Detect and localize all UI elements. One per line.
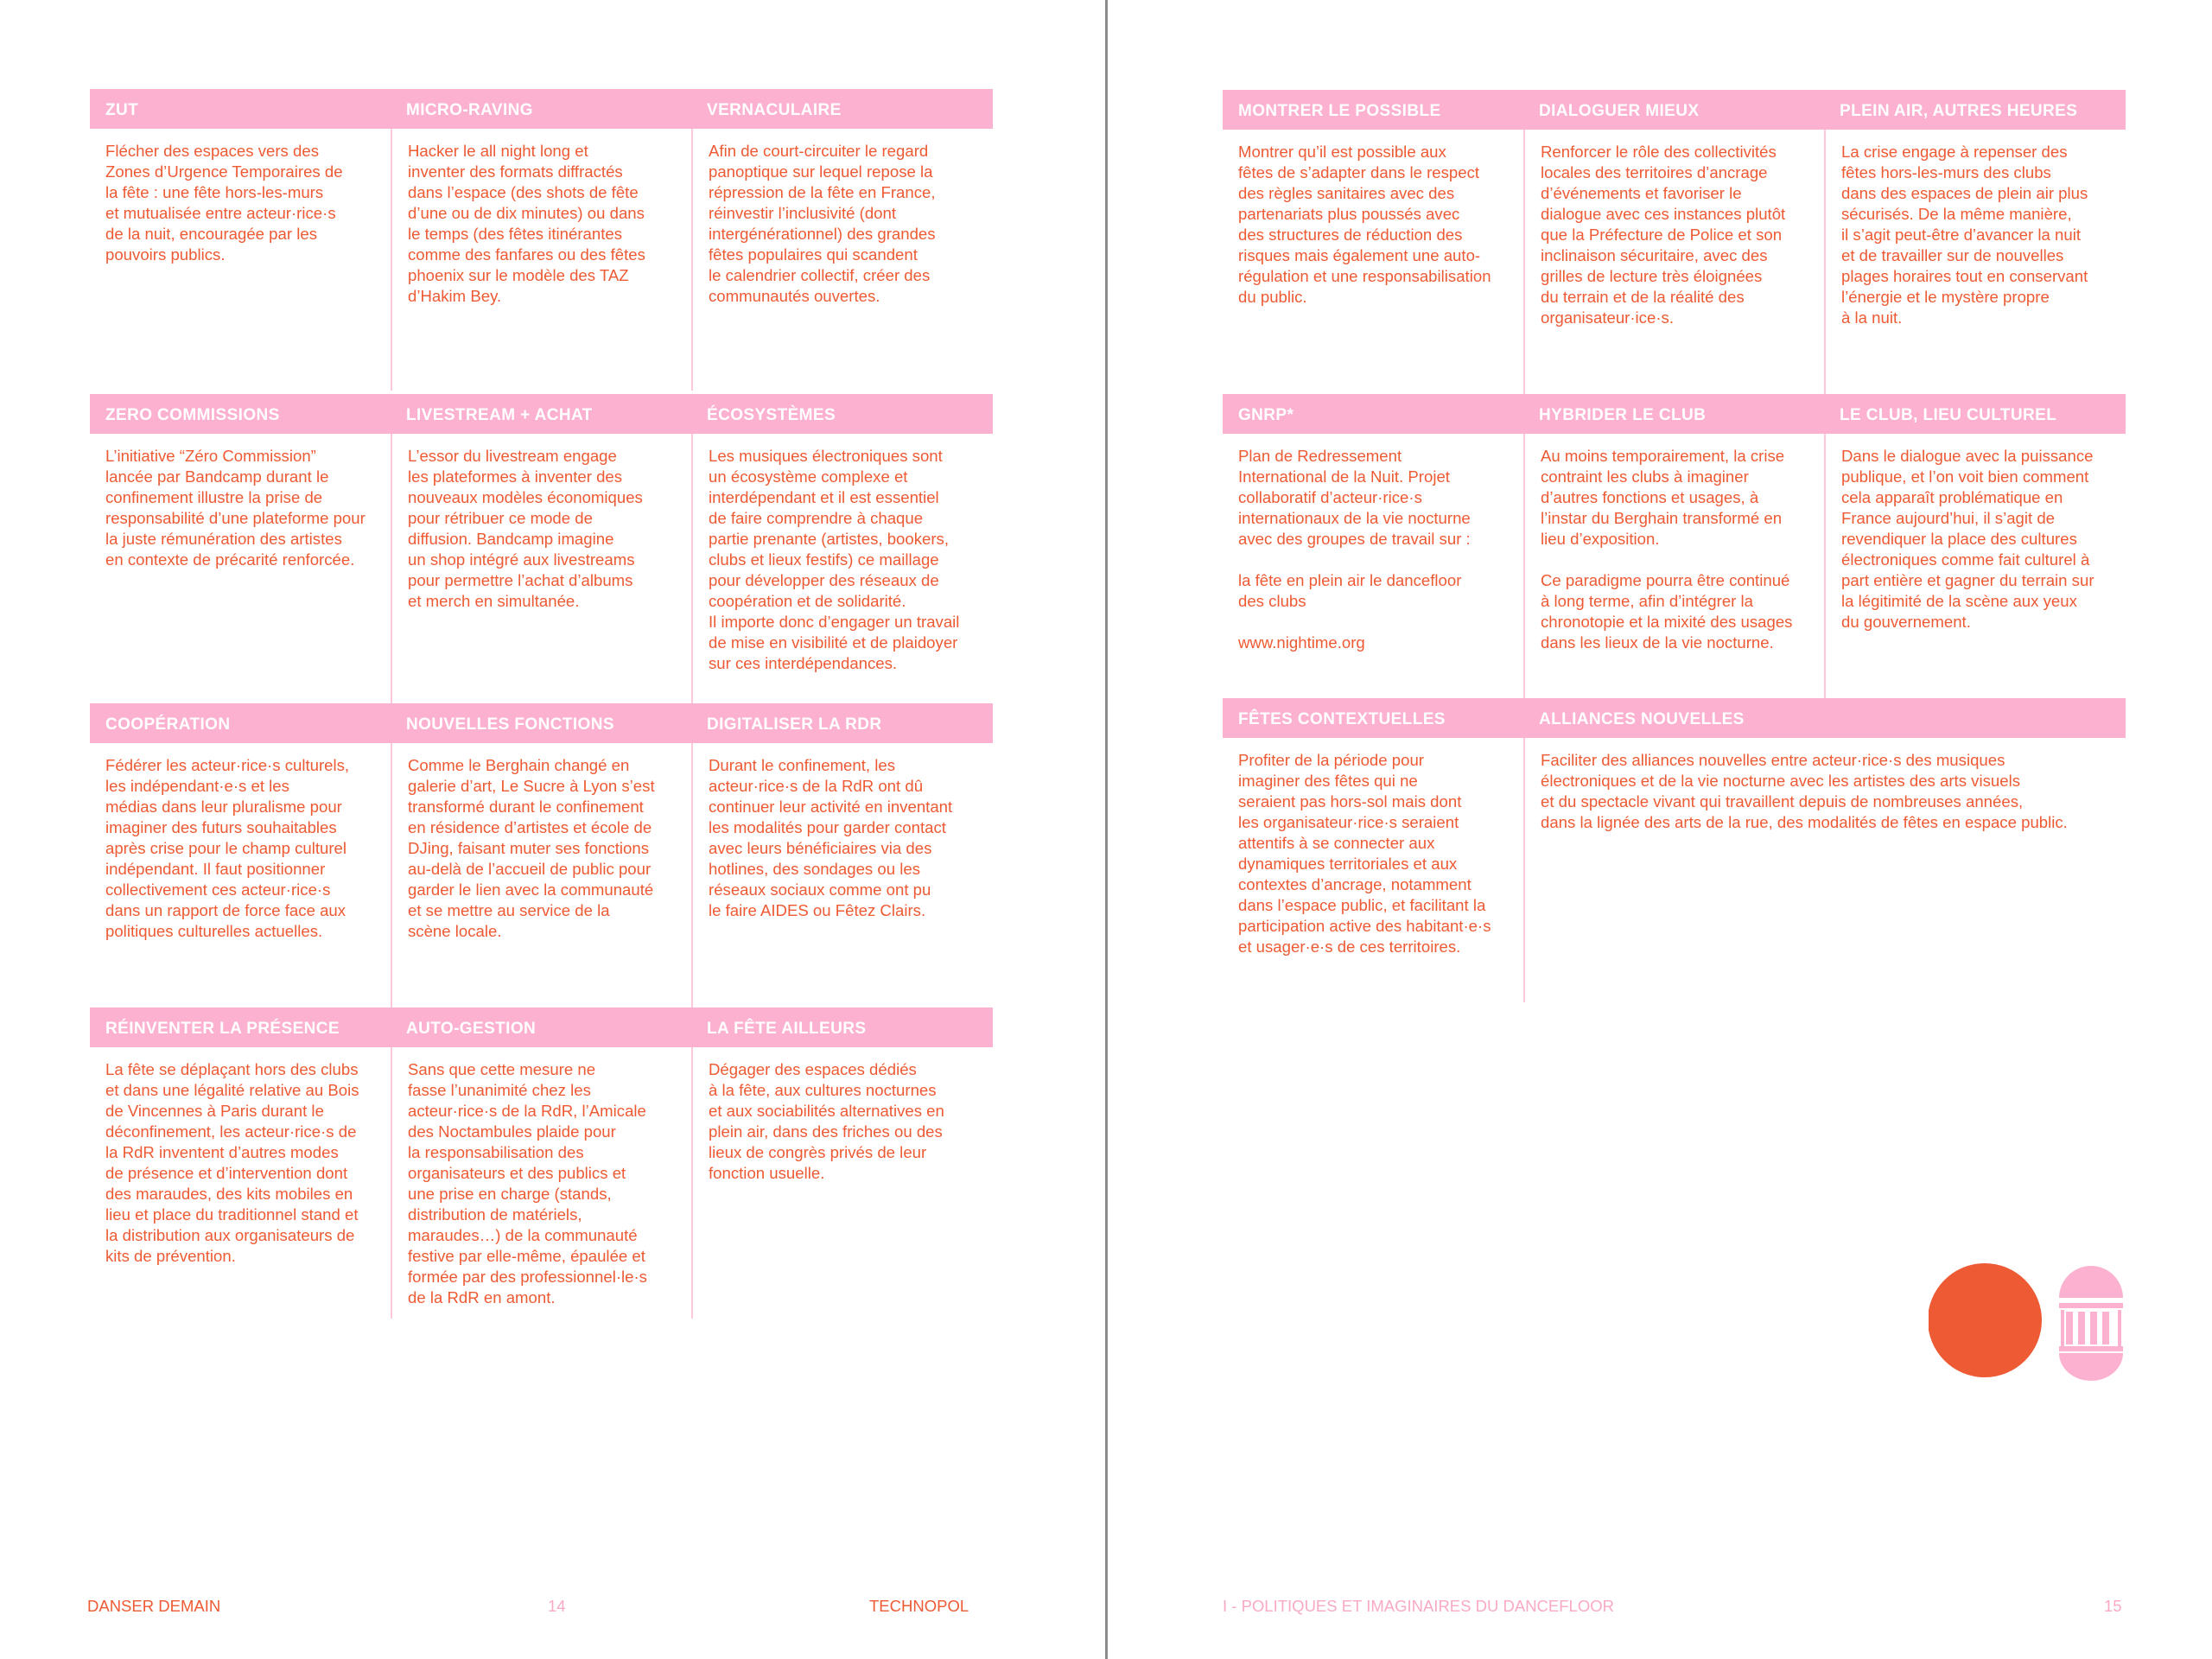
column-heading: MICRO-RAVING [406,101,533,119]
column-heading: ÉCOSYSTÈMES [707,406,836,424]
column-heading: HYBRIDER LE CLUB [1539,406,1707,424]
column-heading: MONTRER LE POSSIBLE [1238,102,1441,120]
column-heading: LIVESTREAM + ACHAT [406,406,593,424]
column-heading: LE CLUB, LIEU CULTUREL [1840,406,2057,424]
right-page [1108,0,2212,1659]
section-header-row [1223,698,2126,738]
column-text: Comme le Berghain changé en galerie d’art, Le Sucre à Lyon s’est transformé durant le confinement en résidence d’artistes et école de DJing, faisant muter ses fonctions au-delà de l’accueil de public pour garder le lien avec la communauté et se mettre au service de la scène locale. [391,743,691,1007]
column-heading: COOPÉRATION [105,715,231,734]
page-number: 14 [548,1597,566,1615]
section-gnrp [1223,394,2126,698]
column-heading: LA FÊTE AILLEURS [707,1020,867,1038]
column-heading: FÊTES CONTEXTUELLES [1238,710,1446,728]
column-text: L’initiative “Zéro Commission” lancée par Bandcamp durant le confinement illustre la prise de responsabilité d’une plateforme pour la juste rémunération des artistes en contexte de précarité renforcée. [105,447,365,569]
section-body-row [90,743,993,1007]
column-heading: VERNACULAIRE [707,101,842,119]
column-heading: NOUVELLES FONCTIONS [406,715,614,734]
section-zut [90,89,993,391]
column-text: Durant le confinement, les acteur·rice·s de la RdR ont dû continuer leur activité en inventant les modalités pour garder contact avec leurs bénéficiaires via des hotlines, des sondages ou les réseaux sociaux comme ont pu le faire AIDES ou Fêtez Clairs. [691,743,993,1007]
column-heading: RÉINVENTER LA PRÉSENCE [105,1020,340,1038]
section-body-row [90,129,993,391]
column-text: Plan de Redressement International de la Nuit. Projet collaboratif d’acteur·rice·s internationaux de la vie nocturne avec des groupes de travail sur : la fête en plein air le dancefloor des clubs www.nightime.org [1238,447,1471,652]
section-reinventer-la-presence [90,1007,993,1319]
section-montrer-le-possible [1223,90,2126,394]
section-zero-commissions [90,394,993,703]
pink-pillar-icon [2059,1266,2123,1381]
column-text: Afin de court-circuiter le regard panoptique sur lequel repose la répression de la fête en France, réinvestir l’inclusivité (dont intergénérationnel) des grandes fêtes populaires qui scandent le calendrier collectif, créer des communautés ouvertes. [691,129,993,391]
footer-right-title: TECHNOPOL [869,1597,969,1615]
footer-section-title: I - POLITIQUES ET IMAGINAIRES DU DANCEFLOOR [1223,1597,1614,1615]
section-header-row [90,1007,993,1047]
column-text: Fédérer les acteur·rice·s culturels, les indépendant·e·s et les médias dans leur pluralisme pour imaginer des futurs souhaitables après crise pour le champ culturel indépendant. Il faut positionner collectivement ces acteur·rice·s dans un rapport de force face aux politiques culturelles actuelles. [105,756,350,940]
column-heading: DIGITALISER LA RDR [707,715,882,734]
column-heading: AUTO-GESTION [406,1020,537,1038]
column-text: Renforcer le rôle des collectivités locales des territoires d’ancrage d’événements et favoriser le dialogue avec ces instances plutôt que la Préfecture de Police et son inclinaison sécuritaire, avec des grilles de lecture très éloignées du terrain et de la réalité des organisateur·ice·s. [1523,130,1824,394]
footer-left-title: DANSER DEMAIN [87,1597,221,1615]
column-heading: ALLIANCES NOUVELLES [1539,710,1745,728]
column-heading: PLEIN AIR, AUTRES HEURES [1840,102,2078,120]
section-header-row [90,394,993,434]
column-text: Les musiques électroniques sont un écosystème complexe et interdépendant et il est essentiel de faire comprendre à chaque partie prenante (artistes, bookers, clubs et lieux festifs) ce maillage pour développer des réseaux de coopération et de solidarité. Il importe donc d’engager un travail de mise en visibilité et de plaidoyer sur ces interdépendances. [691,434,993,703]
section-body-row [1223,434,2126,698]
column-text: La crise engage à repenser des fêtes hors-les-murs des clubs dans des espaces de plein air plus sécurisés. De la même manière, il s’agit peut-être d’avancer la nuit et de travailler sur de nouvelles plages horaires tout en conservant l’énergie et le mystère propre à la nuit. [1824,130,2126,394]
orange-circle-icon [1929,1263,2042,1377]
section-body-row [90,1047,993,1319]
technopol-logo [1929,1260,2127,1381]
page-number: 15 [2104,1597,2122,1615]
section-body-row [1223,130,2126,394]
section-body-row [1223,738,2126,1002]
section-header-row [90,703,993,743]
column-heading: GNRP* [1238,406,1294,424]
section-header-row [1223,394,2126,434]
column-text: L’essor du livestream engage les plateformes à inventer des nouveaux modèles économiques pour rétribuer ce mode de diffusion. Bandcamp imagine un shop intégré aux livestreams pour permettre l’achat d’albums et merch en simultanée. [391,434,691,703]
column-heading: DIALOGUER MIEUX [1539,102,1700,120]
section-header-row [90,89,993,129]
section-fetes-contextuelles [1223,698,2126,1002]
column-text: Au moins temporairement, la crise contraint les clubs à imaginer d’autres fonctions et usages, à l’instar du Berghain transformé en lieu d’exposition. Ce paradigme pourra être continué à long terme, afin d’intégrer la chronotopie et la mixité des usages dans les lieux de la vie nocturne. [1523,434,1824,698]
column-text: Sans que cette mesure ne fasse l’unanimité chez les acteur·rice·s de la RdR, l’Amicale des Noctambules plaide pour la responsabilisation des organisateurs et des publics et une prise en charge (stands, distribution de matériels, maraudes…) de la communauté festive par elle-même, épaulée et formée par des professionnel·le·s de la RdR en amont. [391,1047,691,1319]
column-text: Faciliter des alliances nouvelles entre acteur·rice·s des musiques électroniques et de la vie nocturne avec les artistes des arts visuels et du spectacle vivant qui travaillent depuis de nombreuses années, dans la lignée des arts de la rue, des modalités de fêtes en espace public. [1523,738,2126,1002]
column-heading: ZERO COMMISSIONS [105,406,280,424]
column-text: La fête se déplaçant hors des clubs et dans une légalité relative au Bois de Vincennes à Paris durant le déconfinement, les acteur·rice·s de la RdR inventent d’autres modes de présence et d’intervention dont des maraudes, des kits mobiles en lieu et place du traditionnel stand et la distribution aux organisateurs de kits de prévention. [105,1060,359,1265]
column-text: Montrer qu’il est possible aux fêtes de s’adapter dans le respect des règles sanitaires avec des partenariats plus poussés avec des structures de réduction des risques mais également une auto- régulation et une responsabilisation du public. [1238,143,1491,306]
column-text: Profiter de la période pour imaginer des fêtes qui ne seraient pas hors-sol mais dont les organisateur·rice·s seraient attentifs à se connecter aux dynamiques territoriales et aux contextes d’ancrage, notamment dans l’espace public, et facilitant la participation active des habitant·e·s et usager·e·s de ces territoires. [1238,751,1491,956]
section-body-row [90,434,993,703]
column-heading: ZUT [105,101,139,119]
column-text: Dégager des espaces dédiés à la fête, aux cultures nocturnes et aux sociabilités alternatives en plein air, dans des friches ou des lieux de congrès privés de leur fonction usuelle. [691,1047,993,1319]
column-text: Flécher des espaces vers des Zones d’Urgence Temporaires de la fête : une fête hors-les-murs et mutualisée entre acteur·rice·s de la nuit, encouragée par les pouvoirs publics. [105,142,343,264]
column-text: Hacker le all night long et inventer des formats diffractés dans l’espace (des shots de fête d’une ou de dix minutes) ou dans le temps (des fêtes itinérantes comme des fanfares ou des fêtes phoenix sur le modèle des TAZ d’Hakim Bey. [391,129,691,391]
section-header-row [1223,90,2126,130]
column-text: Dans le dialogue avec la puissance publique, et l’on voit bien comment cela apparaît problématique en France aujourd’hui, il s’agit de revendiquer la place des cultures électroniques comme fait culturel à part entière et gagner du terrain sur la légitimité de la scène aux yeux du gouvernement. [1824,434,2126,698]
section-cooperation [90,703,993,1007]
